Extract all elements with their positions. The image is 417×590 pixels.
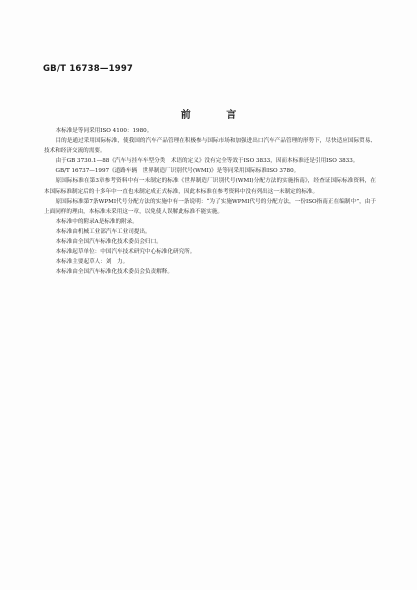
paragraph-main-drafter: 本标准主要起草人：刘 力。 [55, 259, 129, 266]
paragraph-adoption: 本标准是等同采用ISO 4100：1980。 [55, 128, 153, 134]
paragraph-interpretation: 本标准由全国汽车标准化技术委员会负责解释。 [55, 269, 173, 276]
paragraph-gb16737: GB/T 16737—1997《道路车辆 世界制造厂识别代号(WMI)》是等同采用国际标准ISO 3780。 [55, 168, 300, 175]
paragraph-purpose: 目的是通过采用国际标准，使我国的汽车产品管理在积极参与国际市场和加强进出口汽车产品管理的形势下，尽快适应国际贸易、技术和经济交流的需要。 [44, 138, 376, 155]
standard-number: GB/T 16738—1997 [43, 64, 134, 74]
section-title: 前 言 [180, 110, 253, 121]
paragraph-reference-guide: 原国际标准在第3章参考资料中有一未制定的标准《世界制造厂识别代号(WMI)分配方法的实施指南》，经查证国际标准资料，在本国际标准制定后的十多年中一直也未制定成正式标准，因此本标准在参考资料中没有列出这一未制定的标准。 [44, 178, 376, 195]
paragraph-proposed-by: 本标准由机械工业部汽车工业司提出。 [55, 228, 151, 235]
paragraph-centralized-by: 本标准由全国汽车标准化技术委员会归口。 [55, 239, 162, 246]
paragraph-appendix: 本标准中的附录A是标准的附录。 [55, 218, 138, 225]
paragraph-drafting-unit: 本标准起草单位：中国汽车技术研究中心标准化研究所。 [55, 249, 196, 256]
paragraph-gb3730: 由于GB 3730.1—88《汽车与挂车车型分类 术语的定义》没有完全等效于ISO 3833，因而本标准还是引用ISO 3833。 [55, 158, 359, 165]
paragraph-wpmi-note: 原国际标准第7条WPMI代号分配方法的实施中有一条说明：“为了实施WPMI代号的分配方法，一份ISO指南正在编制中”，由于上面同样的理由，本标准未采用这一章，以免使人误解此标准不能实施。 [44, 198, 376, 215]
foreword-body [44, 126, 376, 277]
